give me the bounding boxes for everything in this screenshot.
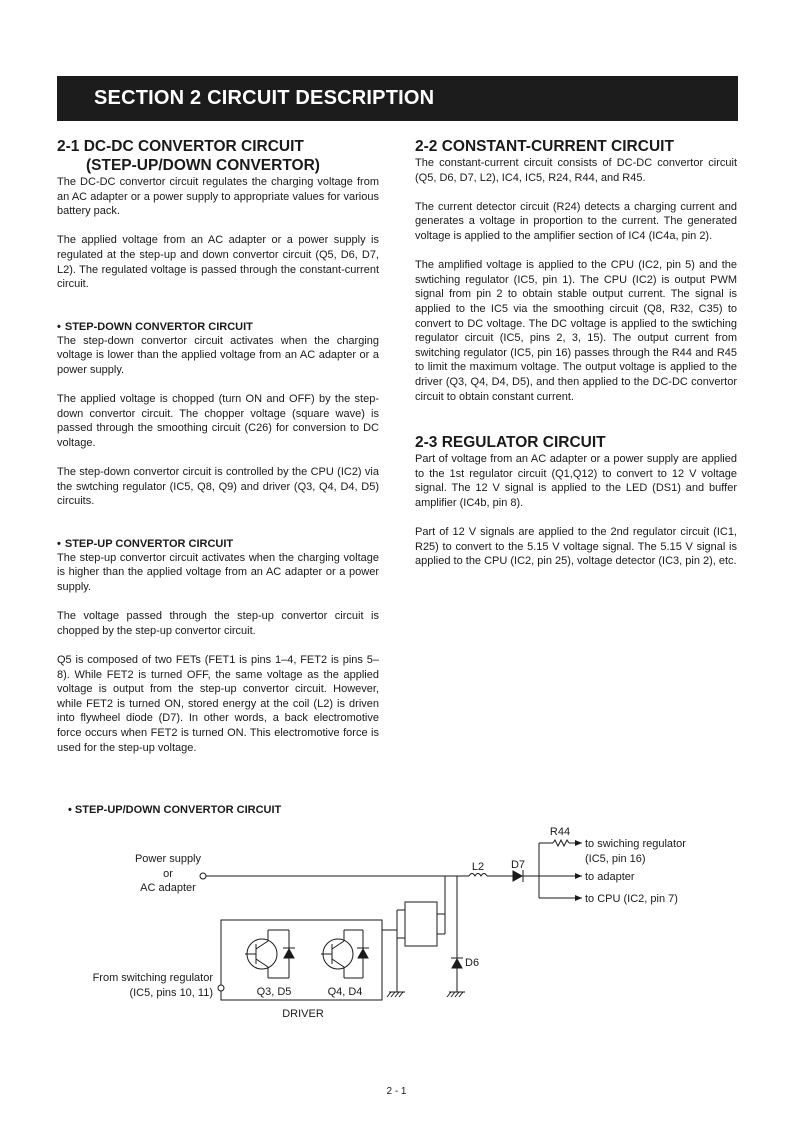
label-from-switching: From switching regulator bbox=[92, 972, 213, 984]
paragraph: The step-down convertor circuit is controlled by the CPU (IC2) via the swtching regulator (IC5, Q8, Q9) and driver (Q3, Q4, D4, D5) circuits. bbox=[57, 466, 379, 508]
paragraph: Part of 12 V signals are applied to the 2nd regulator circuit (IC1, R25) to convert to the 5.15 V voltage signal. The 5.15 V signal is applied to the CPU (IC2, pin 25), voltage detector (IC3, pin 2), etc. bbox=[415, 526, 737, 568]
label-d7: D7 bbox=[510, 859, 526, 871]
paragraph: Q5 is composed of two FETs (FET1 is pins 1–4, FET2 is pins 5–8). While FET2 is turned OFF, the same voltage as the applied voltage is output from the step-up convertor circuit. However, while FET2 is turned ON, stored energy at the coil (L2) is driven into flywheel diode (D7). In other words, a back electromotive force occurs when FET2 is turned ON. This electromotive force is used for the step-up voltage. bbox=[57, 654, 379, 754]
label-d6: D6 bbox=[465, 957, 480, 969]
label-q4-d4: Q4, D4 bbox=[327, 986, 363, 998]
paragraph: The step-down convertor circuit activates when the charging voltage is lower than the applied voltage from an AC adapter or a power supply. bbox=[57, 334, 379, 376]
subheading-step-down bbox=[57, 321, 379, 334]
label-to-adapter: to adapter bbox=[585, 871, 635, 883]
circuit-diagram bbox=[0, 820, 793, 1030]
label-to-switching-pin: (IC5, pin 16) bbox=[585, 853, 646, 865]
label-from-switching-pins: (IC5, pins 10, 11) bbox=[129, 987, 213, 999]
label-or: or bbox=[163, 868, 173, 880]
paragraph: The constant-current circuit consists of DC-DC convertor circuit (Q5, D6, D7, L2), IC4, IC5, R24, R44, and R45. bbox=[415, 157, 737, 184]
section-banner bbox=[57, 76, 738, 121]
diode-d7 bbox=[513, 871, 522, 881]
subheading-text: STEP-DOWN CONVERTOR CIRCUIT bbox=[64, 320, 253, 333]
heading-dcdc bbox=[57, 137, 379, 175]
input-terminal bbox=[200, 873, 206, 879]
bullet: • bbox=[57, 320, 61, 333]
fet-q5 bbox=[405, 902, 437, 946]
label-r44: R44 bbox=[549, 826, 571, 838]
label-q3-d5: Q3, D5 bbox=[256, 986, 292, 998]
label-to-switching: to swiching regulator bbox=[585, 838, 686, 850]
paragraph: The amplified voltage is applied to the CPU (IC2, pin 5) and the swtiching regulator (IC5, pin 1). The CPU (IC2) is output PWM signal from pin 2 to obtain stable output current. The signal is applied to the IC5 via the smoothing circuit (Q8, R32, C35) to convert to DC voltage. The DC voltage is applied to the swtiching regulator circuit (IC5, pins 2, 3, 15). The output current from switching regulator (IC5, pin 16) passes through the R44 and R45 to limit the maximum voltage. The output voltage is applied to the driver (Q3, Q4, D4, D5), and then applied to the DC-DC convertor circuit to obtain constant current. bbox=[415, 259, 737, 403]
label-power-supply: Power supply bbox=[134, 853, 202, 865]
subheading-text: STEP-UP CONVERTOR CIRCUIT bbox=[64, 537, 234, 550]
label-ac-adapter: AC adapter bbox=[140, 882, 196, 894]
diagram-title bbox=[68, 804, 281, 816]
diode-d5 bbox=[284, 949, 294, 958]
diode-d6 bbox=[452, 959, 462, 968]
label-l2: L2 bbox=[471, 861, 485, 873]
page-number: 2 - 1 bbox=[386, 1086, 407, 1097]
paragraph: Part of voltage from an AC adapter or a power supply are applied to the 1st regulator circuit (Q1,Q12) to convert to 12 V voltage signal. The 12 V signal is applied to the LED (DS1) and buffer amplifier (IC4b, pin 8). bbox=[415, 453, 737, 509]
label-driver: DRIVER bbox=[282, 1008, 324, 1020]
paragraph: The DC-DC convertor circuit regulates the charging voltage from an AC adapter or a power supply to appropriate values for various battery pack. bbox=[57, 176, 379, 218]
subheading-step-up bbox=[57, 538, 379, 551]
heading-regulator: 2-3 REGULATOR CIRCUIT bbox=[415, 434, 606, 452]
paragraph: The applied voltage is chopped (turn ON and OFF) by the step-down convertor circuit. The chopper voltage (square wave) is passed through the smoothing circuit (C26) for conversion to DC voltage. bbox=[57, 393, 379, 449]
section-title: SECTION 2 CIRCUIT DESCRIPTION bbox=[94, 87, 435, 109]
heading-dcdc-line2: (STEP-UP/DOWN CONVERTOR) bbox=[86, 157, 320, 174]
right-column bbox=[415, 137, 737, 569]
heading-dcdc-line1: 2-1 DC-DC CONVERTOR CIRCUIT bbox=[57, 138, 304, 155]
paragraph: The step-up convertor circuit activates when the charging voltage is higher than the applied voltage from an AC adapter or a power supply. bbox=[57, 551, 379, 594]
resistor-r44 bbox=[553, 840, 569, 846]
paragraph: The current detector circuit (R24) detects a charging current and generates a voltage in proportion to the current. The generated voltage is applied to the amplifier section of IC4 (IC4a, pin 2). bbox=[415, 200, 737, 242]
inductor-l2 bbox=[469, 874, 487, 877]
bullet: • bbox=[57, 537, 61, 550]
label-to-cpu: to CPU (IC2, pin 7) bbox=[585, 893, 678, 905]
left-column bbox=[57, 137, 379, 755]
paragraph: The applied voltage from an AC adapter or a power supply is regulated at the step-up and down convertor circuit (Q5, D6, D7, L2). The regulated voltage is passed through the constant-current circuit. bbox=[57, 234, 379, 291]
diagram-title-text: STEP-UP/DOWN CONVERTOR CIRCUIT bbox=[74, 804, 282, 816]
heading-constant-current: 2-2 CONSTANT-CURRENT CIRCUIT bbox=[415, 138, 674, 155]
paragraph: The voltage passed through the step-up convertor circuit is chopped by the step-up convertor circuit. bbox=[57, 610, 379, 637]
bullet: • bbox=[68, 804, 72, 816]
diode-d4 bbox=[358, 949, 368, 958]
switching-input-terminal bbox=[218, 985, 224, 991]
